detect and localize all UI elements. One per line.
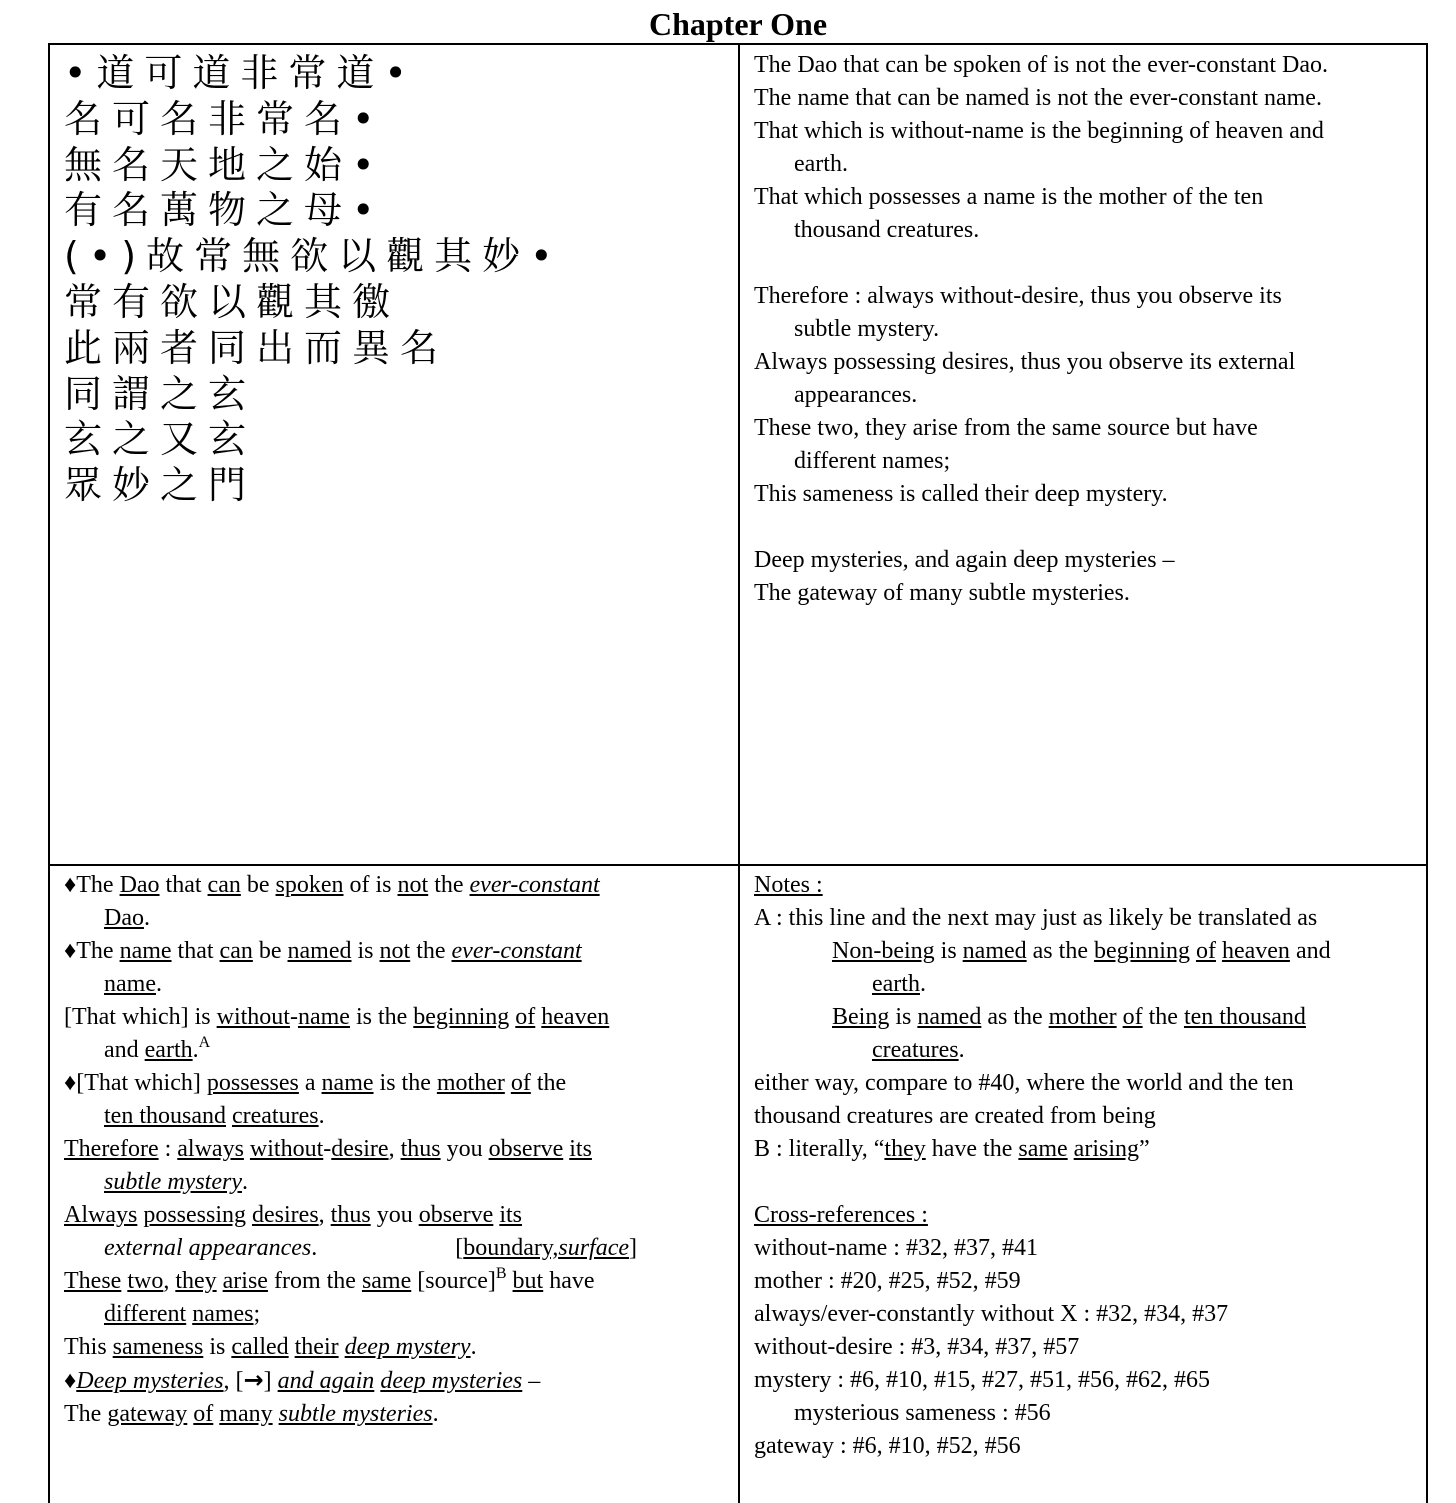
cross-references-heading: Cross-references :: [754, 1202, 928, 1228]
note-compare: thousand creatures are created from being: [754, 1103, 1156, 1129]
literal-line: [That which] is without-name is the beginning of heaven: [64, 1004, 610, 1030]
literal-line-cont: external appearances. [boundary,surface]: [104, 1235, 638, 1261]
translation-line: Always possessing desires, thus you observe its external: [754, 349, 1296, 375]
translation-line: These two, they arise from the same source but have: [754, 415, 1258, 441]
literal-line-cont: name.: [104, 971, 162, 997]
chinese-line: 玄之又玄: [64, 417, 257, 462]
cross-reference: always/ever-constantly without X : #32, #34, #37: [754, 1301, 1229, 1327]
cross-reference-sub: mysterious sameness : #56: [794, 1400, 1051, 1426]
literal-translation-cell: [64, 869, 637, 1431]
translation-line: Therefore : always without-desire, thus you observe its: [754, 283, 1282, 309]
literal-line: These two, they arise from the same [source]$^B$ but have: [64, 1265, 595, 1294]
translation-line-cont: different names;: [794, 448, 951, 474]
cross-reference: without-desire : #3, #34, #37, #57: [754, 1334, 1080, 1360]
cross-reference: without-name : #32, #37, #41: [754, 1235, 1038, 1261]
footnote-marker: A: [198, 1034, 211, 1051]
chinese-line: (•)故常無欲以觀其妙•: [64, 234, 563, 279]
cross-reference: mystery : #6, #10, #15, #27, #51, #56, #62, #65: [754, 1367, 1210, 1393]
chinese-line: 眾妙之門: [64, 463, 257, 508]
literal-line: ♦The Dao that can be spoken of is not the ever-constant: [64, 872, 600, 898]
note-a-alt-line-cont: earth.: [872, 971, 926, 997]
arrow-icon: →: [243, 1366, 264, 1394]
diamond-bullet: ♦: [64, 1070, 77, 1096]
translation-line: The gateway of many subtle mysteries.: [754, 580, 1130, 606]
diamond-bullet: ♦: [64, 872, 77, 898]
chinese-line: 同謂之玄: [64, 371, 257, 416]
chapter-table: [48, 43, 1428, 1503]
chinese-text-cell: [64, 51, 562, 509]
chinese-line: •道可道非常道•: [64, 51, 417, 95]
note-a-alt-line-cont: creatures.: [872, 1037, 965, 1063]
translation-line: The name that can be named is not the ever-constant name.: [754, 85, 1322, 111]
translation-cell: [754, 49, 1328, 610]
chinese-line: 名可名非常名•: [64, 96, 385, 141]
translation-line: The Dao that can be spoken of is not the ever-constant Dao.: [754, 52, 1328, 78]
note-compare: either way, compare to #40, where the world and the ten: [754, 1070, 1294, 1096]
footnote-marker: B: [495, 1265, 507, 1282]
column-divider: [738, 45, 740, 1503]
literal-line: This sameness is called their deep mystery.: [64, 1334, 477, 1360]
notes-heading: Notes :: [754, 872, 823, 898]
chinese-line: 無名天地之始•: [64, 142, 385, 187]
translation-line-cont: appearances.: [794, 382, 918, 408]
diamond-bullet: ♦: [64, 1368, 77, 1394]
chinese-line: 常有欲以觀其徼: [64, 279, 401, 324]
literal-line-cont: Dao.: [104, 905, 150, 931]
note-a-alt-line: Being is named as the mother of the ten thousand: [832, 1004, 1306, 1030]
notes-cell: [754, 869, 1331, 1463]
chinese-line: 有名萬物之母•: [64, 188, 385, 233]
translation-line-cont: subtle mystery.: [794, 316, 940, 342]
chinese-line: 此兩者同出而異名: [64, 325, 449, 370]
literal-line-cont: and earth.$^A$: [104, 1034, 211, 1063]
translation-line-cont: thousand creatures.: [794, 217, 980, 243]
literal-line: Therefore : always without-desire, thus you observe its: [64, 1136, 592, 1162]
literal-line: Always possessing desires, thus you observe its: [64, 1202, 523, 1228]
literal-line: ♦Deep mysteries, [→] and again deep mysteries –: [64, 1366, 541, 1394]
literal-line-cont: ten thousand creatures.: [104, 1103, 325, 1129]
literal-line-cont: subtle mystery.: [104, 1169, 248, 1195]
translation-line: That which is without-name is the beginning of heaven and: [754, 118, 1324, 144]
row-divider: [50, 864, 1426, 866]
translation-line: That which possesses a name is the mother of the ten: [754, 184, 1264, 210]
translation-line-cont: earth.: [794, 151, 848, 177]
cross-reference: gateway : #6, #10, #52, #56: [754, 1433, 1021, 1459]
translation-line: Deep mysteries, and again deep mysteries –: [754, 547, 1175, 573]
literal-line: ♦The name that can be named is not the ever-constant: [64, 938, 582, 964]
page-title: Chapter One: [648, 6, 828, 42]
literal-line: The gateway of many subtle mysteries.: [64, 1401, 439, 1427]
note-b: B : literally, “they have the same arising”: [754, 1136, 1150, 1162]
literal-line-cont: different names;: [104, 1301, 261, 1327]
diamond-bullet: ♦: [64, 938, 77, 964]
translation-line: This sameness is called their deep mystery.: [754, 481, 1168, 507]
cross-reference: mother : #20, #25, #52, #59: [754, 1268, 1021, 1294]
note-a-alt-line: Non-being is named as the beginning of heaven and: [832, 938, 1331, 964]
literal-line: ♦[That which] possesses a name is the mother of the: [64, 1070, 567, 1096]
note-a: A : this line and the next may just as likely be translated as: [754, 905, 1318, 931]
